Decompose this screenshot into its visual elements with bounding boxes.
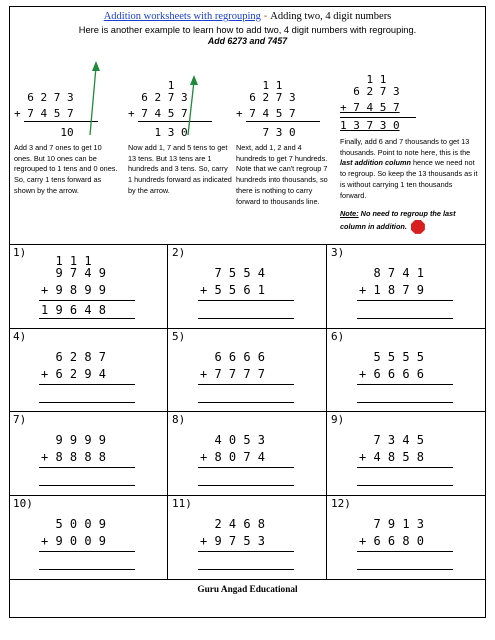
- top-number: 6 2 7 3: [14, 91, 74, 104]
- bottom-number: + 9 0 0 9: [41, 533, 107, 548]
- explanation-emphasis: last addition column: [340, 158, 411, 168]
- problem-sum: [168, 412, 326, 495]
- bottom-number: + 7 4 5 7: [128, 107, 188, 120]
- problem-cell: [168, 245, 327, 329]
- bottom-number: + 7 7 7 7: [200, 366, 266, 381]
- example-sum: [340, 51, 480, 141]
- problem-cell: [9, 412, 168, 496]
- carry-arrow-icon: [128, 51, 232, 141]
- answer-line: [39, 402, 135, 403]
- bottom-number: + 7 4 5 7: [340, 101, 400, 114]
- final-result: 1 3 7 3 0: [340, 119, 400, 132]
- sum-line: [357, 467, 453, 468]
- bottom-number: + 9 8 9 9: [41, 283, 107, 297]
- problem-cell: [9, 329, 168, 413]
- sum-line: [39, 551, 135, 552]
- top-number: 9 7 4 9: [41, 266, 107, 280]
- title-separator: -: [260, 10, 271, 22]
- answer-line: [198, 485, 294, 486]
- top-number: 6 2 7 3: [340, 85, 400, 98]
- example-explanation: Next, add 1, 2 and 4 hundreds to get 7 hundreds. Note that we can't regroup 7 hundreds into thousands, so there is nothing to carry forward to thousands line.: [236, 143, 328, 206]
- example-sum: [236, 51, 332, 141]
- answer-line: [357, 318, 453, 319]
- problem-number: 12): [331, 496, 351, 510]
- problem-number: 8): [172, 413, 186, 426]
- answer-line: [198, 318, 294, 319]
- problem-cell: [327, 412, 486, 496]
- example-sum: [128, 51, 232, 141]
- carry-row: 1 1: [340, 73, 387, 86]
- sum-line: [340, 117, 416, 118]
- problems-grid: [9, 244, 486, 580]
- top-number: 9 9 9 9: [41, 433, 107, 447]
- example-sum: [14, 51, 118, 141]
- example-title: Add 6273 and 7457: [207, 36, 288, 46]
- stop-sign-icon: [411, 220, 425, 234]
- partial-result: 10: [14, 126, 74, 139]
- problem-number: 3): [331, 246, 345, 259]
- bottom-number: + 6 6 8 0: [359, 533, 425, 548]
- example-explanation: Add 3 and 7 ones to get 10 ones. But 10 ones can be regrouped to 1 tens and 0 ones. So, carry 1 tens forward as shown by the arrow.: [14, 143, 118, 195]
- answer-line: [39, 569, 135, 570]
- sum-line: [39, 384, 135, 385]
- worksheet-title: [10, 10, 485, 23]
- bottom-number: + 7 4 5 7: [236, 107, 296, 120]
- partial-result: 1 3 0: [128, 126, 188, 139]
- answer-line: [357, 569, 453, 570]
- problem-cell: [327, 245, 486, 329]
- top-number: 5 0 0 9: [41, 516, 107, 531]
- partial-result: 7 3 0: [236, 126, 296, 139]
- carry-arrow-icon: [14, 51, 118, 141]
- problem-sum: [9, 496, 167, 580]
- top-number: 7 9 1 3: [359, 516, 425, 531]
- problem-number: 6): [331, 329, 345, 343]
- title-rest: Adding two, 4 digit numbers: [270, 11, 392, 22]
- footer: Guru Angad Educational: [197, 585, 298, 595]
- answer[interactable]: 1 9 6 4 8: [41, 303, 107, 317]
- sum-line: [198, 384, 294, 385]
- top-number: 6 2 7 3: [128, 91, 188, 104]
- top-number: 4 0 5 3: [200, 433, 266, 447]
- subtitle: Here is another example to learn how to add two, 4 digit numbers with regrouping.: [78, 25, 417, 35]
- explanation-pre: Finally, add 6 and 7 thousands to get 13 thousands. Point to note here, this is the: [340, 137, 471, 157]
- explanation-post: hence we need not to regroup. So keep the 13 thousands as it is without carrying 1 ten thousands forward.: [340, 158, 478, 200]
- answer-line: [357, 402, 453, 403]
- problem-cell: [327, 329, 486, 413]
- sum-line: [357, 551, 453, 552]
- carry-row: 1 1: [236, 79, 283, 92]
- problem-sum: [168, 496, 326, 580]
- answer-line: [198, 569, 294, 570]
- problem-sum: [168, 329, 326, 412]
- sum-line: [357, 300, 453, 301]
- problem-sum: [168, 245, 326, 328]
- bottom-number: + 4 8 5 8: [359, 450, 425, 464]
- problem-sum: [9, 412, 167, 495]
- problem-number: 5): [172, 329, 186, 343]
- problem-cell: [9, 245, 168, 329]
- sum-line: [198, 300, 294, 301]
- sum-line: [198, 467, 294, 468]
- problem-number: 11): [172, 496, 192, 510]
- answer-line: [39, 318, 135, 319]
- problem-number: 2): [172, 246, 186, 259]
- sum-line: [357, 384, 453, 385]
- top-number: 6 2 7 3: [236, 91, 296, 104]
- problem-number: 1): [13, 246, 27, 259]
- title-link[interactable]: Addition worksheets with regrouping: [103, 11, 261, 22]
- example-step-3: [236, 51, 332, 241]
- bottom-number: + 5 5 6 1: [200, 283, 266, 297]
- top-number: 6 2 8 7: [41, 349, 107, 364]
- problem-sum: [327, 329, 486, 412]
- problem-number: 9): [331, 413, 345, 426]
- bottom-number: + 7 4 5 7: [14, 107, 74, 120]
- problem-cell: [9, 496, 168, 580]
- carry-row: 1: [128, 79, 175, 92]
- problem-cell: [168, 329, 327, 413]
- bottom-number: + 8 0 7 4: [200, 450, 266, 464]
- example-step-1: [14, 51, 118, 241]
- problem-sum: [327, 245, 486, 328]
- bottom-number: + 8 8 8 8: [41, 450, 107, 464]
- note: [340, 209, 480, 234]
- problem-number: 4): [13, 329, 27, 343]
- problem-number: 10): [13, 496, 33, 510]
- sum-line: [39, 300, 135, 301]
- sum-line: [246, 121, 320, 122]
- carry-row: 1 1 1: [41, 254, 92, 268]
- top-number: 8 7 4 1: [359, 266, 425, 280]
- problem-sum: [327, 496, 486, 580]
- note-text: No need to regroup the last column in addition.: [340, 209, 456, 231]
- answer-line: [39, 485, 135, 486]
- top-number: 2 4 6 8: [200, 516, 266, 531]
- note-label: Note:: [340, 209, 359, 219]
- example-explanation: [340, 137, 480, 234]
- problem-sum: [9, 329, 167, 412]
- bottom-number: + 6 2 9 4: [41, 366, 107, 381]
- sum-line: [39, 467, 135, 468]
- answer-line: [357, 485, 453, 486]
- problem-cell: [327, 496, 486, 580]
- sum-line: [198, 551, 294, 552]
- answer-line: [198, 402, 294, 403]
- bottom-number: + 6 6 6 6: [359, 366, 425, 381]
- top-number: 6 6 6 6: [200, 349, 266, 364]
- top-number: 7 5 5 4: [200, 266, 266, 280]
- bottom-number: + 1 8 7 9: [359, 283, 425, 297]
- example-explanation: Now add 1, 7 and 5 tens to get 13 tens. But 13 tens are 1 hundreds and 3 tens. So, carry 1 hundreds forward as indicated by the arrow.: [128, 143, 232, 195]
- worksheet: [9, 6, 486, 618]
- problem-sum: [327, 412, 486, 495]
- top-number: 7 3 4 5: [359, 433, 425, 447]
- problem-cell: [168, 496, 327, 580]
- bottom-number: + 9 7 5 3: [200, 533, 266, 548]
- top-number: 5 5 5 5: [359, 349, 425, 364]
- problem-number: 7): [13, 413, 27, 426]
- problem-cell: [168, 412, 327, 496]
- example-step-2: [128, 51, 232, 241]
- problem-sum: [9, 245, 167, 328]
- example-step-4: [340, 51, 480, 241]
